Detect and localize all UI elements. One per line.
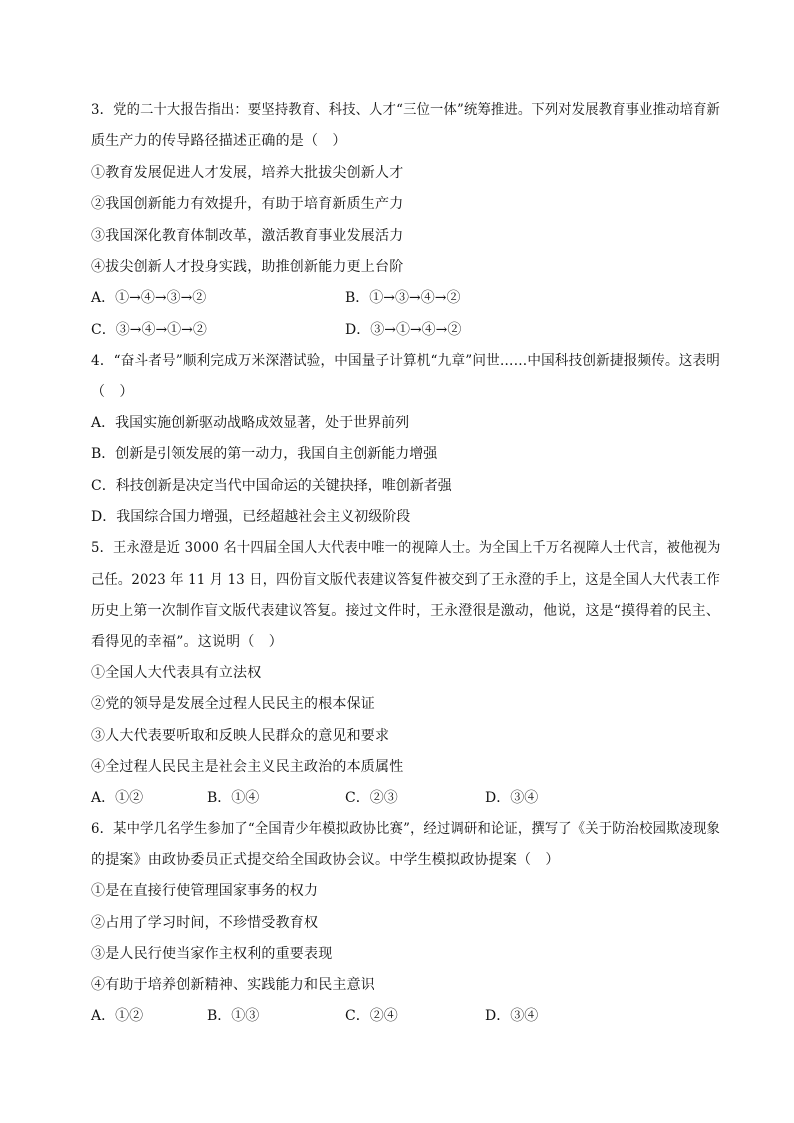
- question-5-stem-line-3: 历史上第一次制作盲文版代表建议答复。接过文件时，王永澄很是激动，他说，这是“摸得着的民主、: [91, 603, 720, 619]
- question-6-choice-d[interactable]: D．③④: [485, 1008, 539, 1024]
- question-6-statement-1: ①是在直接行使管理国家事务的权力: [91, 883, 319, 899]
- question-3-choice-b[interactable]: B．①→③→④→②: [345, 290, 461, 306]
- question-6-choice-c[interactable]: C．②④: [345, 1008, 398, 1024]
- question-3-choice-d[interactable]: D．③→①→④→②: [345, 322, 462, 338]
- question-6-choice-b[interactable]: B．①③: [207, 1008, 260, 1024]
- question-4-choice-d[interactable]: D．我国综合国力增强，已经超越社会主义初级阶段: [91, 509, 411, 525]
- question-4-choice-b[interactable]: B．创新是引领发展的第一动力，我国自主创新能力增强: [91, 446, 438, 462]
- question-4-choice-c[interactable]: C．科技创新是决定当代中国命运的关键抉择，唯创新者强: [91, 478, 452, 494]
- question-5-stem-line-1: 5．王永澄是近 3000 名十四届全国人大代表中唯一的视障人士。为全国上千万名视障人士代言，被他视为: [91, 540, 721, 556]
- question-4-choice-a[interactable]: A．我国实施创新驱动战略成效显著，处于世界前列: [91, 415, 410, 431]
- question-6-statement-3: ③是人民行使当家作主权利的重要表现: [91, 946, 333, 962]
- question-3-statement-1: ①教育发展促进人才发展，培养大批拔尖创新人才: [91, 165, 404, 181]
- question-4-stem-line-1: 4．“奋斗者号”顺利完成万米深潜试验，中国量子计算机“九章”问世……中国科技创新捷报频传。这表明: [91, 353, 721, 369]
- question-5-choice-d[interactable]: D．③④: [485, 790, 539, 806]
- question-3-statement-2: ②我国创新能力有效提升，有助于培育新质生产力: [91, 196, 404, 212]
- question-3-choice-c[interactable]: C．③→④→①→②: [91, 322, 207, 338]
- question-6-choice-a[interactable]: A．①②: [91, 1008, 144, 1024]
- question-6-statement-2: ②占用了学习时间，不珍惜受教育权: [91, 915, 319, 931]
- question-5-statement-3: ③人大代表要听取和反映人民群众的意见和要求: [91, 728, 390, 744]
- question-5-stem-line-2: 己任。2023 年 11 月 13 日，四份盲文版代表建议答复件被交到了王永澄的手上，这是全国人大代表工作: [91, 572, 720, 588]
- question-5-statement-4: ④全过程人民民主是社会主义民主政治的本质属性: [91, 759, 404, 775]
- question-5-statement-1: ①全国人大代表具有立法权: [91, 665, 262, 681]
- question-5-choice-c[interactable]: C．②③: [345, 790, 398, 806]
- question-6-statement-4: ④有助于培养创新精神、实践能力和民主意识: [91, 977, 375, 993]
- question-5-choice-a[interactable]: A．①②: [91, 790, 144, 806]
- question-5-stem-line-4: 看得见的幸福”。这说明（ ）: [91, 634, 283, 650]
- question-6-stem-line-1: 6．某中学几名学生参加了“全国青少年模拟政协比赛”，经过调研和论证，撰写了《关于防治校园欺凌现象: [91, 821, 721, 837]
- question-3-stem-line-1: 3．党的二十大报告指出：要坚持教育、科技、人才“三位一体”统筹推进。下列对发展教育事业推动培育新: [91, 102, 721, 118]
- question-3-stem-line-2: 质生产力的传导路径描述正确的是（ ）: [91, 133, 347, 149]
- question-5-choice-b[interactable]: B．①④: [207, 790, 260, 806]
- question-5-statement-2: ②党的领导是发展全过程人民民主的根本保证: [91, 696, 375, 712]
- question-3-choice-a[interactable]: A．①→④→③→②: [91, 290, 207, 306]
- question-3-statement-3: ③我国深化教育体制改革，激活教育事业发展活力: [91, 228, 404, 244]
- question-3-statement-4: ④拔尖创新人才投身实践，助推创新能力更上台阶: [91, 259, 404, 275]
- question-4-stem-line-2: （ ）: [91, 384, 134, 400]
- question-6-stem-line-2: 的提案》由政协委员正式提交给全国政协会议。中学生模拟政协提案（ ）: [91, 852, 560, 868]
